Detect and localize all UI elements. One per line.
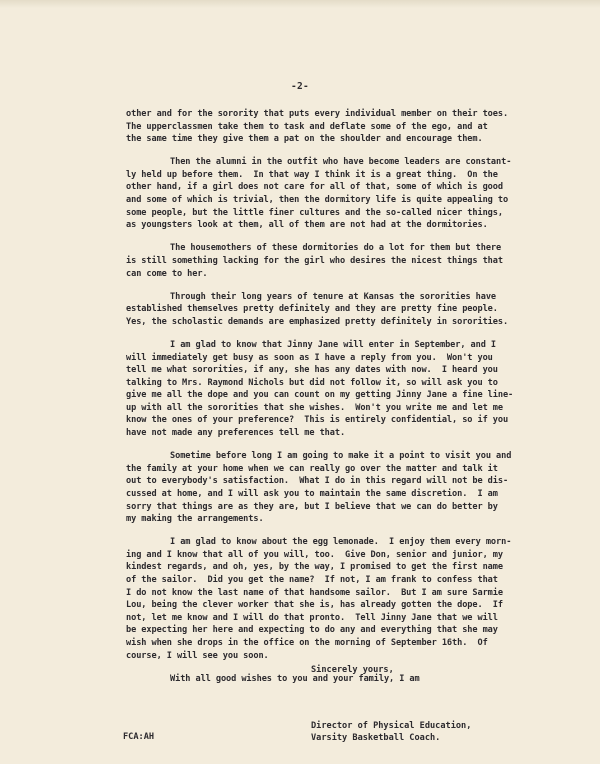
letter-paragraph — [126, 291, 526, 329]
letter-paragraph — [126, 156, 526, 232]
text-line: wish when she drops in the office on the morning of September 16th. Of — [126, 637, 488, 648]
text-line: cussed at home, and I will ask you to maintain the same discretion. I am — [126, 488, 498, 499]
letter-paragraph — [126, 536, 526, 662]
text-line: tell me what sororities, if any, she has any dates with now. I heard you — [126, 365, 498, 376]
text-line: give me all the dope and you can count on my getting Jinny Jane a fine line- — [126, 390, 514, 401]
text-line: be expecting her here and expecting to do any and everything that she may — [126, 625, 498, 636]
text-line: of the sailor. Did you get the name? If not, I am frank to confess that — [126, 575, 498, 585]
reference-initials: FCA:AH — [123, 732, 155, 742]
signature-title-line-1: Director of Physical Education, — [311, 721, 472, 731]
text-line: course, I will see you soon. — [126, 650, 269, 661]
letter-paragraph — [126, 339, 526, 440]
text-line: kindest regards, and oh, yes, by the way, I promised to get the first name — [126, 562, 503, 573]
text-line: Sometime before long I am going to make it a point to visit you and — [170, 451, 512, 462]
text-line: the family at your home when we can really go over the matter and talk it — [126, 463, 498, 474]
text-line: my making the arrangements. — [126, 514, 264, 525]
page-number: -2- — [290, 81, 310, 92]
complimentary-close: Sincerely yours, — [311, 665, 394, 675]
text-line: other hand, if a girl does not care for all of that, some of which is good — [126, 182, 503, 193]
text-line: talking to Mrs. Raymond Nichols but did not follow it, so will ask you to — [126, 377, 498, 388]
text-line: out to everybody's satisfaction. What I do in this regard will not be dis- — [126, 476, 509, 487]
letter-paragraph — [126, 108, 526, 146]
text-line: The upperclassmen take them to task and deflate some of the ego, and at — [126, 121, 488, 132]
text-line: ly held up before them. In that way I think it is a great thing. On the — [126, 169, 498, 180]
text-line: as youngsters look at them, all of them are not had at the dormitories. — [126, 220, 488, 231]
letter-paragraph — [126, 450, 526, 526]
text-line: have not made any preferences tell me that. — [126, 428, 346, 439]
text-line: I do not know the last name of that handsome sailor. But I am sure Sarmie — [126, 587, 503, 598]
text-line: will immediately get busy as soon as I have a reply from you. Won't you — [126, 352, 493, 363]
text-line: ing and I know that all of you will, too. Give Don, senior and junior, my — [126, 549, 503, 560]
letter-body — [126, 108, 526, 696]
signature-block — [311, 720, 471, 745]
text-line: Lou, being the clever worker that she is, has already gotten the dope. If — [126, 600, 503, 611]
text-line: know the ones of your preference? This is entirely confidential, so if you — [126, 415, 509, 426]
text-line: not, let me know and I will do that pronto. Tell Jinny Jane that we will — [126, 612, 498, 623]
text-line: I am glad to know that Jinny Jane will enter in September, and I — [170, 339, 497, 350]
text-line: the same time they give them a pat on the shoulder and encourage them. — [126, 134, 483, 145]
text-line: With all good wishes to you and your family, I am — [170, 673, 420, 684]
text-line: The housemothers of these dormitories do a lot for them but there — [170, 243, 502, 254]
text-line: some people, but the little finer cultures and the so-called nicer things, — [126, 207, 503, 218]
letter-paragraph — [126, 242, 526, 280]
text-line: Yes, the scholastic demands are emphasized pretty definitely in sororities. — [126, 316, 509, 327]
text-line: is still something lacking for the girl who desires the nicest things that — [126, 255, 503, 266]
text-line: other and for the sorority that puts every individual member on their toes. — [126, 109, 509, 119]
text-line: I am glad to know about the egg lemonade. I enjoy them every morn- — [170, 537, 512, 548]
text-line: up with all the sororities that she wishes. Won't you write me and let me — [126, 402, 503, 413]
text-line: established themselves pretty definitely and they are pretty fine people. — [126, 304, 498, 315]
text-line: can come to her. — [126, 268, 208, 279]
text-line: Then the alumni in the outfit who have become leaders are constant- — [170, 157, 512, 168]
text-line: sorry that things are as they are, but I believe that we can do better by — [126, 501, 498, 512]
text-line: Through their long years of tenure at Kansas the sororities have — [170, 291, 497, 302]
text-line: and some of which is trivial, then the dormitory life is quite appealing to — [126, 195, 509, 206]
page-edge — [0, 0, 600, 8]
signature-title-line-2: Varsity Basketball Coach. — [311, 733, 441, 744]
